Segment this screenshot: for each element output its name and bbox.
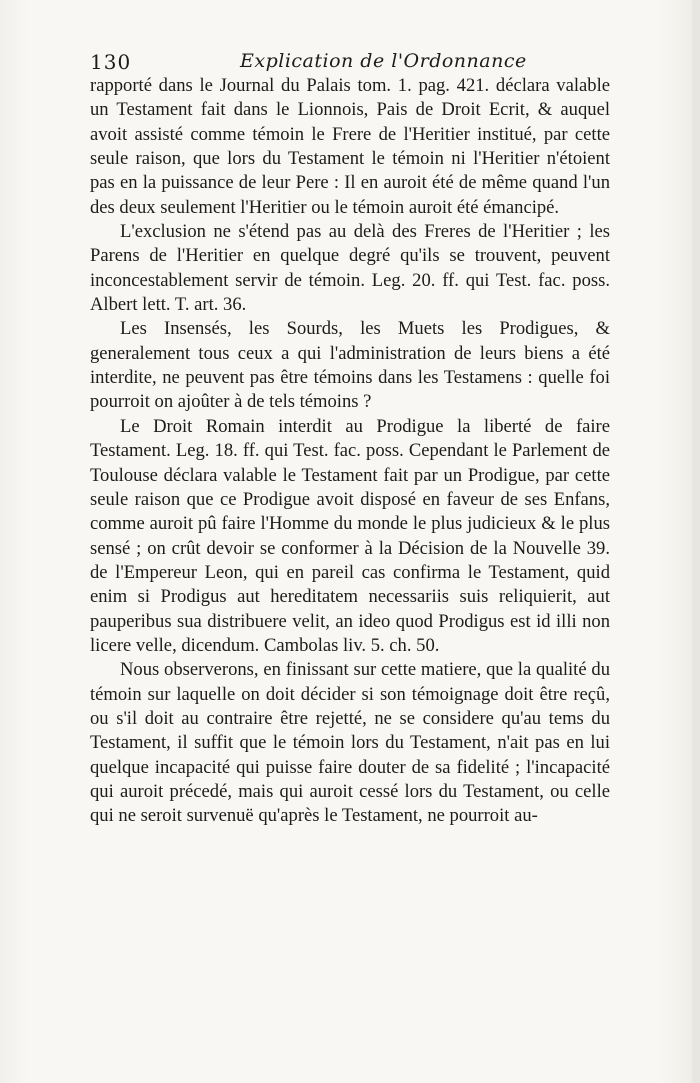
paragraph-parens-exclusion: L'exclusion ne s'étend pas au delà des Freres de l'Heritier ; les Parens de l'Heritier en quelque degré qu'ils se trouvent, peuvent inconcestablement servir de témoin. Leg. 20. ff. qui Test. fac. poss. Albert lett. T. art. 36. bbox=[90, 221, 610, 316]
paragraph-witness-quality: Nous observerons, en finissant sur cette matiere, que la qualité du témoin sur laquelle on doit décider si son témoignage doit être reçû, ou s'il doit au contraire être rejetté, ne se considere qu'au tems du Testament, il suffit que le témoin lors du Testament, n'ait pas en lui quelque incapacité qui puisse faire douter de sa fidelité ; l'incapacité qui auroit précedé, mais qui auroit cessé lors du Testament, ou celle qui ne seroit survenuë qu'après le Testament, ne pourroit au- bbox=[90, 659, 610, 827]
page-number: 130 bbox=[90, 50, 132, 74]
page-edge bbox=[692, 0, 700, 1083]
paragraph-prodigue: Le Droit Romain interdit au Prodigue la liberté de faire Testament. Leg. 18. ff. qui Test. fac. poss. Cependant le Parlement de Toulouse déclara valable le Testament fait par un Prodigue, par cette seule raison que ce Prodigue avoit disposé en faveur de ses Enfans, comme auroit pû faire l'Homme du monde le plus judicieux & le plus sensé ; on crût devoir se conformer à la Décision de la Nouvelle 39. de l'Empereur Leon, qui en pareil cas confirma le Testament, quid enim si Prodigus aut hereditatem necessariis suis reliquierit, aut pauperibus sua distribuere velit, an ideo quod Prodigus est id illi non licere velle, dicendum. Cambolas liv. 5. ch. 50. bbox=[90, 415, 610, 656]
body-text bbox=[90, 74, 610, 829]
running-title: Explication de l'Ordonnance bbox=[240, 50, 527, 72]
paragraph-continuation: rapporté dans le Journal du Palais tom. 1. pag. 421. déclara valable un Testament fait dans le Lionnois, Pais de Droit Ecrit, & auquel avoit assisté comme témoin le Frere de l'Heritier institué, par cette seule raison, que lors du Testament le témoin ni l'Heritier n'étoient pas en la puissance de leur Pere : Il en auroit été de même quand l'un des deux seulement l'Heritier ou le témoin auroit été émancipé. bbox=[90, 75, 610, 218]
paragraph-incapable-witnesses: Les Insensés, les Sourds, les Muets les Prodigues, & generalement tous ceux a qui l'administration de leurs biens a été interdite, ne peuvent pas être témoins dans les Testamens : quelle foi pourroit on ajoûter à de tels témoins ? bbox=[90, 318, 610, 413]
